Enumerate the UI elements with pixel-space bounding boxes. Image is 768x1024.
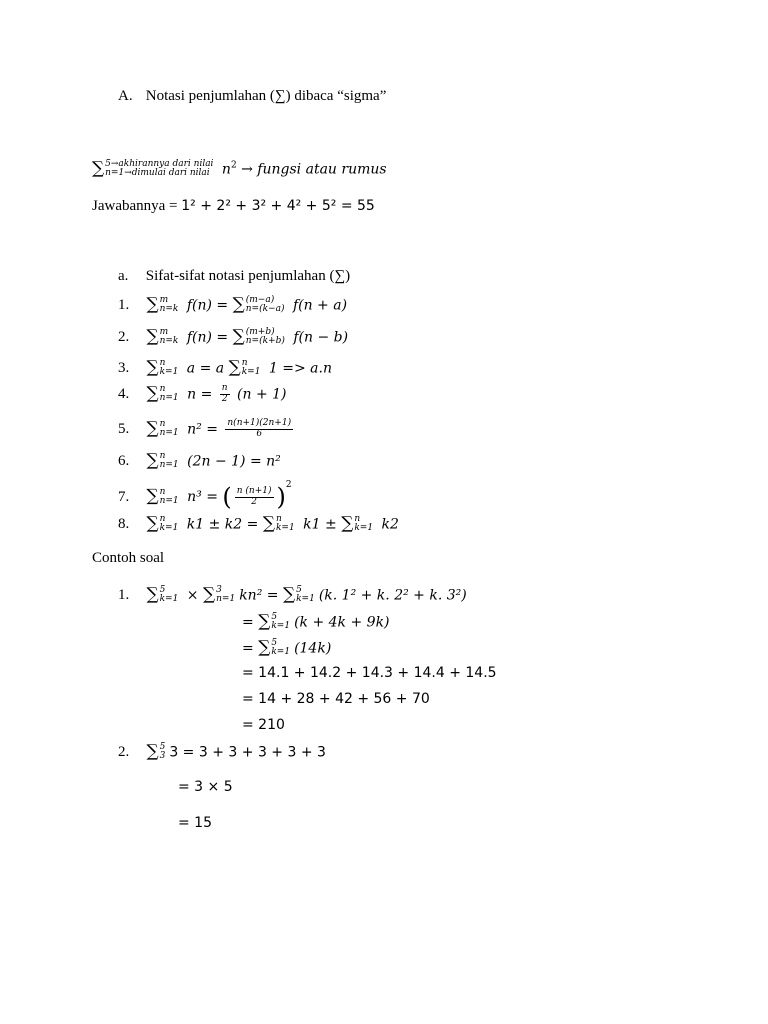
example-2-step: = 15 [178, 815, 212, 831]
answer-line [92, 199, 375, 214]
sum-lower: k=1 [271, 621, 291, 632]
sigma-symbol: ∑ [146, 450, 159, 471]
properties-title: Sifat-sifat notasi penjumlahan (∑) [145, 268, 351, 284]
sigma-symbol: ∑ [232, 326, 245, 347]
sigma-function-note: → fungsi atau rumus [241, 161, 387, 178]
sum-lower: k=1 [275, 523, 295, 534]
sum-lower: k=1 [271, 647, 291, 658]
sum-lower: n=(k+b) [245, 336, 285, 347]
sigma-symbol: ∑ [92, 158, 105, 179]
property-item [118, 328, 348, 347]
sigma-symbol: ∑ [146, 383, 159, 404]
sigma-symbol: ∑ [202, 584, 216, 605]
sum-upper: 5 [159, 742, 166, 752]
sum-lower: n=k [159, 336, 179, 347]
step-expression: (14k) [294, 640, 332, 657]
property-number: 8. [118, 516, 130, 533]
fraction-numerator: n(n+1)(2n+1) [227, 418, 292, 428]
section-a-marker: A. [118, 88, 133, 104]
sigma-symbol: ∑ [146, 357, 159, 378]
property-lhs: (2n − 1) = n² [187, 453, 281, 470]
property-lhs: f(n) = [186, 329, 229, 346]
fraction [225, 419, 293, 440]
sum-upper: n [159, 418, 166, 429]
property-number: 2. [118, 329, 130, 346]
fraction-numerator: n [221, 383, 228, 393]
sum-upper: n [241, 358, 248, 368]
sum-lower: n=1 [159, 496, 179, 506]
sigma-symbol: ∑ [232, 294, 245, 315]
property-item [118, 481, 292, 509]
property-rhs: (n + 1) [237, 386, 287, 403]
fraction-denominator: 2 [221, 393, 228, 404]
example-1-line [118, 586, 467, 605]
property-item [118, 359, 332, 378]
sigma-symbol: ∑ [146, 584, 159, 605]
sum-upper: n [159, 358, 166, 368]
sum-upper: n [159, 514, 166, 524]
sum-lower: n=(k−a) [245, 304, 285, 315]
property-lhs: f(n) = [186, 297, 229, 314]
sum-upper: 5 [296, 585, 302, 595]
property-lhs: n = [187, 386, 213, 403]
example-1-step [242, 639, 331, 658]
sigma-symbol: ∑ [258, 611, 271, 632]
property-lhs: a = a [186, 360, 225, 377]
sum-lower: n=1 [216, 594, 236, 605]
fraction [235, 487, 274, 508]
left-paren: ( [222, 483, 232, 511]
sigma-limits [105, 160, 213, 179]
property-item [118, 384, 287, 405]
example-1-step: = 210 [242, 717, 285, 733]
sum-upper: 3 [216, 585, 222, 595]
property-number: 7. [118, 489, 130, 505]
equals-sign: = [242, 614, 254, 631]
property-number: 4. [118, 386, 130, 403]
sum-upper: 5 [271, 612, 278, 622]
example-term: kn² = [239, 587, 279, 604]
example-number: 2. [118, 744, 130, 761]
fraction-denominator: 6 [256, 428, 263, 439]
sigma-symbol: ∑ [146, 294, 159, 315]
sum-upper: (m−a) [245, 295, 275, 305]
sum-lower: k=1 [159, 594, 179, 605]
sigma-notation-explained [92, 160, 387, 179]
fraction [220, 384, 230, 405]
properties-heading [118, 269, 350, 284]
property-lhs: n² = [187, 421, 218, 438]
sum-lower: n=1 [159, 460, 179, 471]
sum-upper: (m+b) [245, 327, 275, 337]
sum-upper: 5 [271, 638, 278, 648]
sigma-symbol: ∑ [146, 741, 159, 762]
property-number: 1. [118, 297, 130, 314]
sum-lower: n=1 [159, 393, 179, 404]
property-item [118, 296, 347, 315]
property-item [118, 452, 281, 471]
example-expansion: 3 = 3 + 3 + 3 + 3 + 3 [169, 744, 326, 761]
sigma-symbol: ∑ [262, 513, 275, 534]
equals-sign: = [242, 640, 254, 657]
fraction-numerator: n (n+1) [236, 485, 272, 496]
answer-expression: 1² + 2² + 3² + 4² + 5² = 55 [181, 198, 375, 214]
sum-upper: m [159, 327, 169, 337]
sigma-upper-limit: 5→akhirannya dari nilai [105, 159, 214, 169]
property-number: 5. [118, 421, 130, 438]
sigma-symbol: ∑ [282, 584, 296, 605]
sigma-symbol: ∑ [228, 357, 241, 378]
sigma-term: n [221, 161, 231, 178]
property-lhs: k1 ± k2 = [186, 516, 259, 533]
property-item [118, 419, 296, 440]
example-1-step: = 14 + 28 + 42 + 56 + 70 [242, 691, 430, 707]
answer-label: Jawabannya = [92, 198, 178, 214]
step-expression: (k + 4k + 9k) [294, 614, 390, 631]
sum-upper: n [159, 451, 166, 461]
sum-lower: n=1 [159, 428, 179, 439]
property-mid: k1 ± [303, 516, 337, 533]
property-rhs: k2 [381, 516, 399, 533]
right-paren: ) [276, 483, 286, 511]
sum-lower: k=1 [241, 367, 261, 378]
sigma-symbol: ∑ [258, 637, 271, 658]
sum-upper: n [354, 514, 361, 524]
property-rhs: f(n − b) [293, 329, 349, 346]
examples-heading: Contoh soal [92, 550, 165, 566]
sigma-symbol: ∑ [146, 326, 159, 347]
section-a-heading [118, 89, 386, 104]
properties-marker: a. [118, 268, 129, 284]
fraction-denominator: 2 [251, 496, 257, 507]
property-rhs: 1 => a.n [268, 360, 332, 377]
section-a-title: Notasi penjumlahan (∑) dibaca “sigma” [145, 88, 387, 104]
sum-upper: n [275, 514, 282, 524]
sigma-symbol: ∑ [146, 486, 159, 506]
sigma-symbol: ∑ [341, 513, 354, 534]
example-2-line [118, 743, 326, 762]
sigma-term-exponent: 2 [230, 160, 237, 171]
sum-upper: n [159, 486, 166, 497]
sum-lower: k=1 [296, 594, 315, 605]
example-1-step [242, 613, 390, 632]
sigma-symbol: ∑ [146, 513, 159, 534]
property-number: 3. [118, 360, 130, 377]
sigma-lower-limit: n=1→dimulai dari nilai [105, 168, 210, 179]
sum-upper: n [159, 383, 166, 394]
sigma-symbol: ∑ [146, 418, 159, 439]
sum-lower: k=1 [159, 367, 179, 378]
sum-lower: n=k [159, 304, 179, 315]
times-sign: × [186, 587, 199, 604]
example-number: 1. [118, 587, 130, 604]
property-rhs: f(n + a) [292, 297, 348, 314]
sum-upper: m [159, 295, 169, 305]
sum-lower: 3 [159, 751, 166, 762]
example-expansion: (k. 1² + k. 2² + k. 3²) [318, 587, 467, 604]
sum-upper: 5 [159, 585, 166, 595]
property-item [118, 515, 399, 534]
property-number: 6. [118, 453, 130, 470]
example-2-step: = 3 × 5 [178, 779, 233, 795]
sum-lower: k=1 [159, 523, 179, 534]
example-1-step: = 14.1 + 14.2 + 14.3 + 14.4 + 14.5 [242, 665, 497, 681]
property-lhs: n³ = [187, 489, 218, 505]
sum-lower: k=1 [354, 523, 374, 534]
power-exponent: 2 [285, 480, 292, 490]
